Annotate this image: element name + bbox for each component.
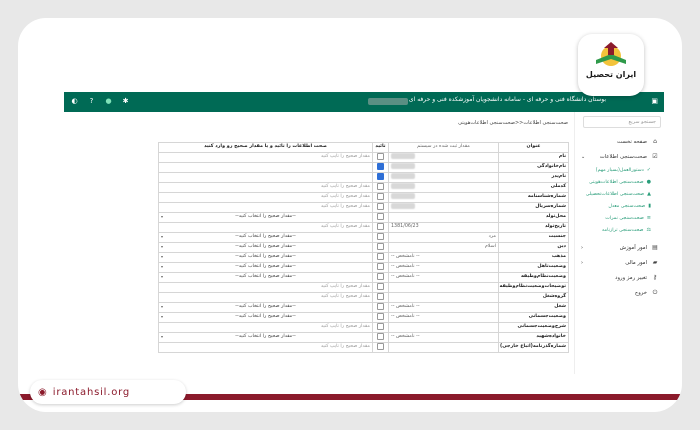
system-value-text: -- نامشخص -- (391, 264, 420, 269)
select-text: --مقدار صحیح را انتخاب کنید-- (235, 254, 296, 259)
system-value-text: -- نامشخص -- (391, 274, 420, 279)
correction-input[interactable] (159, 182, 373, 192)
input-placeholder: مقدار صحیح را تایپ کنید (320, 284, 370, 289)
select-text: --مقدار صحیح را انتخاب کنید-- (235, 244, 296, 249)
approve-checkbox[interactable] (377, 303, 384, 310)
wallet-icon: ▰ (652, 259, 658, 266)
table-row (159, 292, 569, 302)
row-label: تاریخ‌تولد (499, 222, 569, 232)
row-label: کدملی (499, 182, 569, 192)
approve-cell (373, 322, 389, 332)
approve-cell (373, 242, 389, 252)
approve-checkbox[interactable] (377, 313, 384, 320)
table-row (159, 262, 569, 272)
subitem-identity[interactable]: ● صحت‌سنجی اطلاعات‌هویتی (589, 179, 651, 185)
system-value (389, 252, 499, 262)
input-placeholder: مقدار صحیح را تایپ کنید (320, 344, 370, 349)
sidebar (574, 112, 665, 374)
table-row (159, 232, 569, 242)
row-label: وضعیت‌جسمانی (499, 312, 569, 322)
dropdown-arrow-icon: ▾ (161, 313, 164, 319)
input-placeholder: مقدار صحیح را تایپ کنید (320, 184, 370, 189)
table-row (159, 302, 569, 312)
table-row (159, 162, 569, 172)
app-title: بوستان دانشگاه فنی و حرفه ای - سامانه دانشجویان آموزشکده فنی و حرفه ای (408, 96, 606, 103)
approve-checkbox[interactable] (377, 223, 384, 230)
approve-checkbox[interactable] (377, 323, 384, 330)
blurred-value (391, 203, 415, 209)
top-bar (64, 92, 664, 112)
row-label: توضیحات‌وضعیت‌نظام‌وظیفه (499, 282, 569, 292)
dropdown-arrow-icon: ▾ (161, 333, 164, 339)
select-text: --مقدار صحیح را انتخاب کنید-- (235, 214, 296, 219)
correction-select[interactable] (159, 272, 373, 282)
approve-cell (373, 162, 389, 172)
subitem-balance[interactable]: ⚖ صحت‌سنجی ترازنامه (601, 227, 651, 233)
approve-checkbox[interactable] (377, 243, 384, 250)
system-value (389, 242, 499, 252)
correction-select[interactable] (159, 252, 373, 262)
chevron-icon: ‹ (581, 244, 583, 251)
row-label: وضعیت‌نظام‌وظیفه (499, 272, 569, 282)
approve-checkbox[interactable] (377, 273, 384, 280)
table-row (159, 152, 569, 162)
correction-input[interactable] (159, 222, 373, 232)
approve-cell (373, 292, 389, 302)
row-label: نام‌پدر (499, 172, 569, 182)
table-row (159, 192, 569, 202)
approve-cell (373, 342, 389, 352)
header-correction: صحت اطلاعات را تائید و یا مقدار صحیح رو وارد کنید (159, 143, 373, 153)
breadcrumb: صحت‌سنجی اطلاعات<<صحت‌سنجی اطلاعات‌هویتی (458, 120, 568, 126)
correction-select[interactable] (159, 332, 373, 342)
correction-select[interactable] (159, 232, 373, 242)
save-icon[interactable]: ▣ (651, 97, 658, 105)
select-text: --مقدار صحیح را انتخاب کنید-- (235, 334, 296, 339)
approve-cell (373, 262, 389, 272)
table-row (159, 322, 569, 332)
select-text: --مقدار صحیح را انتخاب کنید-- (235, 274, 296, 279)
correction-select[interactable] (159, 242, 373, 252)
system-value (389, 232, 499, 242)
approve-cell (373, 332, 389, 342)
select-text: --مقدار صحیح را انتخاب کنید-- (235, 234, 296, 239)
correction-input[interactable] (159, 292, 373, 302)
system-value (389, 282, 499, 292)
graduation-icon: ▲ (647, 191, 651, 197)
approve-checkbox[interactable] (377, 163, 384, 170)
check-icon: ✓ (646, 167, 651, 173)
table-row (159, 332, 569, 342)
correction-input[interactable] (159, 202, 373, 212)
system-value (389, 222, 499, 232)
table-row (159, 312, 569, 322)
row-label: خانواده‌شهید (499, 332, 569, 342)
subitem-grades[interactable]: ≡ صحت‌سنجی نمرات (605, 215, 651, 221)
approve-cell (373, 182, 389, 192)
approve-cell (373, 232, 389, 242)
system-value (389, 262, 499, 272)
approve-cell (373, 202, 389, 212)
approve-checkbox[interactable] (377, 203, 384, 210)
sidebar-item-label: صحت‌سنجی اطلاعات (599, 153, 647, 160)
chevron-icon: ‹ (581, 259, 583, 266)
dropdown-arrow-icon: ▾ (161, 273, 164, 279)
blurred-value (391, 163, 415, 169)
row-label: محل‌تولد (499, 212, 569, 222)
sidebar-item-home[interactable] (575, 134, 665, 149)
dropdown-arrow-icon: ▾ (161, 243, 164, 249)
select-text: --مقدار صحیح را انتخاب کنید-- (235, 304, 296, 309)
approve-cell (373, 212, 389, 222)
dropdown-arrow-icon: ▾ (161, 253, 164, 259)
system-value-text: -- نامشخص -- (391, 304, 420, 309)
table-header (159, 143, 569, 153)
input-placeholder: مقدار صحیح را تایپ کنید (320, 294, 370, 299)
book-icon: ▤ (652, 244, 658, 251)
home-icon: ⌂ (653, 138, 657, 145)
blurred-value (391, 183, 415, 189)
input-placeholder: مقدار صحیح را تایپ کنید (320, 324, 370, 329)
dropdown-arrow-icon: ▾ (161, 233, 164, 239)
table-row (159, 172, 569, 182)
scale-icon: ⚖ (646, 227, 651, 233)
sidebar-item-logout[interactable]: ⏻ خروج (634, 289, 658, 296)
blurred-username (368, 98, 408, 105)
approve-checkbox[interactable] (377, 173, 384, 180)
blurred-value (391, 153, 415, 159)
row-label: شماره‌گذرنامه(اتباع خارجی) (499, 342, 569, 352)
chevron-down-icon: ⌄ (581, 153, 586, 160)
system-value-text: مرد (488, 234, 496, 239)
system-value (389, 272, 499, 282)
dropdown-arrow-icon: ▾ (161, 303, 164, 309)
dropdown-arrow-icon: ▾ (161, 263, 164, 269)
correction-select[interactable] (159, 262, 373, 272)
correction-input[interactable] (159, 282, 373, 292)
sidebar-item-label: صفحه نخست (617, 138, 647, 145)
approve-cell (373, 222, 389, 232)
sidebar-item-password[interactable]: ⚷ تغییر رمز ورود (615, 274, 658, 281)
globe-icon: ◉ (38, 386, 47, 398)
system-value (389, 292, 499, 302)
system-value (389, 342, 499, 352)
approve-checkbox[interactable] (377, 183, 384, 190)
table-row (159, 252, 569, 262)
blurred-value (391, 173, 415, 179)
subitem-education[interactable]: ▲ صحت‌سنجی اطلاعات‌تحصیلی (585, 191, 651, 197)
system-value (389, 322, 499, 332)
system-value (389, 192, 499, 202)
system-value (389, 202, 499, 212)
blurred-value (391, 193, 415, 199)
user-icon: ● (646, 179, 651, 185)
table-row (159, 202, 569, 212)
correction-input[interactable] (159, 322, 373, 332)
system-value-text: -- نامشخص -- (391, 254, 420, 259)
system-value-text: -- نامشخص -- (391, 314, 420, 319)
system-value (389, 162, 499, 172)
row-label: نام (499, 152, 569, 162)
correction-select[interactable] (159, 302, 373, 312)
footer-url: irantahsil.org (52, 386, 131, 398)
approve-checkbox[interactable] (377, 153, 384, 160)
approve-cell (373, 252, 389, 262)
chart-icon: ▮ (648, 203, 651, 209)
system-value (389, 172, 499, 182)
key-icon: ⚷ (652, 274, 658, 281)
help-icon[interactable]: ? (89, 97, 94, 105)
header-approve: تائید (373, 143, 389, 153)
input-placeholder: مقدار صحیح را تایپ کنید (320, 204, 370, 209)
approve-cell (373, 172, 389, 182)
row-label: شماره‌شناسنامه (499, 192, 569, 202)
table-row (159, 282, 569, 292)
sidebar-item-verification[interactable] (575, 149, 665, 164)
correction-input[interactable] (159, 192, 373, 202)
sidebar-item-education[interactable]: ▤ امور آموزش ‹ (581, 244, 658, 251)
correction-input[interactable] (159, 342, 373, 352)
row-label: نام‌خانوادگی (499, 162, 569, 172)
input-placeholder: مقدار صحیح را تایپ کنید (320, 154, 370, 159)
screenshot-card (18, 18, 682, 412)
system-value (389, 152, 499, 162)
select-text: --مقدار صحیح را انتخاب کنید-- (235, 314, 296, 319)
system-value (389, 302, 499, 312)
subitem-instructions[interactable]: ✓ دستورالعمل(بسیار مهم) (595, 167, 651, 173)
row-label: دین (499, 242, 569, 252)
input-placeholder: مقدار صحیح را تایپ کنید (320, 224, 370, 229)
input-placeholder: مقدار صحیح را تایپ کنید (320, 194, 370, 199)
system-value (389, 212, 499, 222)
system-value-text: -- نامشخص -- (391, 334, 420, 339)
approve-cell (373, 312, 389, 322)
correction-select[interactable] (159, 312, 373, 322)
row-label: جنسیت (499, 232, 569, 242)
approve-checkbox[interactable] (377, 233, 384, 240)
approve-checkbox[interactable] (377, 283, 384, 290)
system-value (389, 312, 499, 322)
table-row (159, 242, 569, 252)
correction-input[interactable] (159, 152, 373, 162)
settings-icon[interactable]: ✱ (122, 97, 129, 105)
logo-text: ایران تحصیل (585, 70, 637, 79)
approve-cell (373, 152, 389, 162)
approve-checkbox[interactable] (377, 253, 384, 260)
system-value-text: 1381/06/23 (391, 224, 419, 229)
approve-checkbox[interactable] (377, 213, 384, 220)
approve-cell (373, 272, 389, 282)
identity-table (158, 142, 569, 353)
header-system-value: مقدار ثبت شده در سیستم (389, 143, 499, 153)
logout-icon: ⏻ (652, 289, 658, 296)
subitem-gpa[interactable]: ▮ صحت‌سنجی معدل (608, 203, 651, 209)
sidebar-item-finance[interactable]: ▰ امور مالی ‹ (581, 259, 658, 266)
correction-select[interactable] (159, 212, 373, 222)
approve-checkbox[interactable] (377, 343, 384, 350)
toggle-icon[interactable]: ◐ (71, 97, 78, 105)
brand-logo (578, 34, 644, 96)
correction-input (159, 172, 373, 182)
book-logo-icon (578, 34, 644, 70)
table-row (159, 182, 569, 192)
system-value (389, 332, 499, 342)
approve-checkbox[interactable] (377, 263, 384, 270)
approve-checkbox[interactable] (377, 193, 384, 200)
row-label: شرح‌وضعیت‌جسمانی (499, 322, 569, 332)
main-content (64, 112, 572, 374)
table-row (159, 212, 569, 222)
table-row (159, 342, 569, 352)
approve-cell (373, 282, 389, 292)
approve-cell (373, 192, 389, 202)
table-row (159, 222, 569, 232)
system-value (389, 182, 499, 192)
list-icon: ≡ (646, 215, 651, 221)
status-icon[interactable]: ● (105, 97, 112, 105)
dropdown-arrow-icon: ▾ (161, 213, 164, 219)
header-title: عنوان (499, 143, 569, 153)
approve-cell (373, 302, 389, 312)
select-text: --مقدار صحیح را انتخاب کنید-- (235, 264, 296, 269)
table-row (159, 272, 569, 282)
row-label: شماره‌سریال (499, 202, 569, 212)
footer-badge[interactable] (30, 380, 186, 404)
correction-input (159, 162, 373, 172)
row-label: مذهب (499, 252, 569, 262)
search-input[interactable]: جستجو سریع (583, 116, 661, 128)
approve-checkbox[interactable] (377, 333, 384, 340)
row-label: وضعیت‌تاهل (499, 262, 569, 272)
approve-checkbox[interactable] (377, 293, 384, 300)
topbar-icons (70, 97, 130, 106)
check-square-icon: ☑ (652, 153, 658, 160)
system-value-text: اسلام (484, 244, 496, 249)
row-label: شغل (499, 302, 569, 312)
row-label: گروه‌شغل (499, 292, 569, 302)
